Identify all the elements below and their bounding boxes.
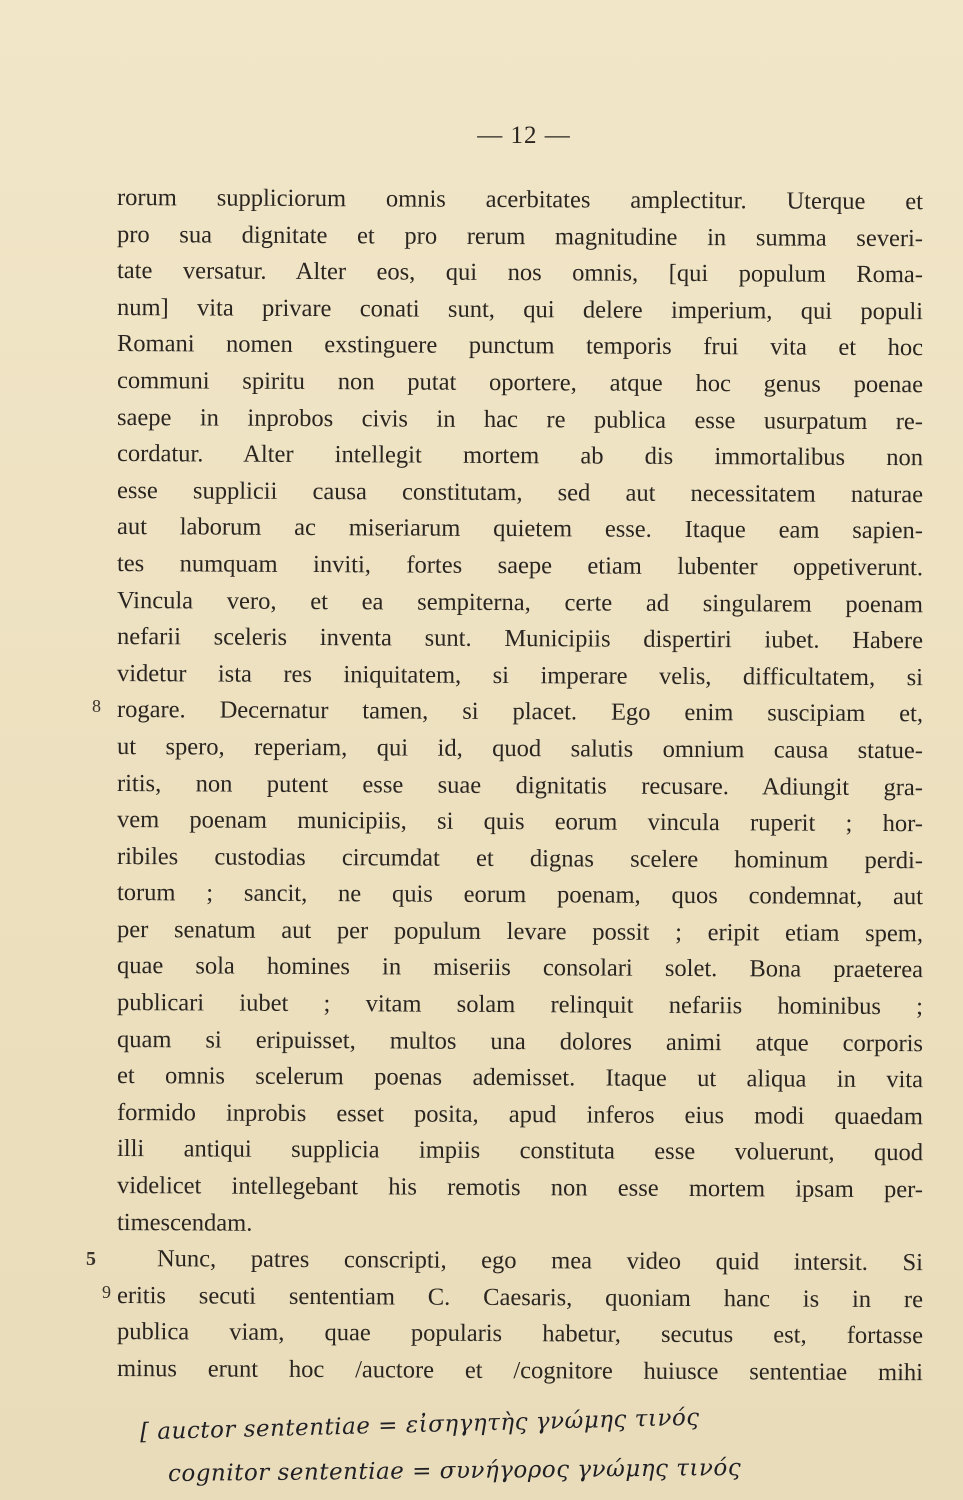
text-line: rorum suppliciorum omnis acerbitates amplectitur. Uterque et <box>116 184 924 216</box>
text-line: illi antiqui supplicia impiis constituta esse voluerunt, quod <box>116 1135 924 1167</box>
text-line: publica viam, quae popularis habetur, secutus est, fortasse <box>116 1318 924 1350</box>
margin-mark-8: 8 <box>92 696 101 716</box>
margin-section-number: 5 <box>86 1248 96 1270</box>
text-line: Vincula vero, et ea sempiterna, certe ad singularem poenam <box>116 586 924 618</box>
text-line: timescendam. <box>116 1208 253 1237</box>
text-line: per senatum aut per populum levare possit ; eripit etiam spem, <box>116 915 924 948</box>
text-line: et omnis scelerum poenas ademisset. Itaque ut aliqua in vita <box>116 1062 924 1094</box>
text-line: quae sola homines in miseriis consolari solet. Bona praeterea <box>116 952 924 984</box>
text-line: nefarii sceleris inventa sunt. Municipiis dispertiri iubet. Habere <box>116 623 924 655</box>
text-line: Romani nomen exstinguere punctum temporis frui vita et hoc <box>116 330 924 362</box>
text-line: communi spiritu non putat oportere, atque hoc genus poenae <box>116 366 924 399</box>
text-line: rogare. Decernatur tamen, si placet. Ego enim suscipiam et, <box>116 696 924 728</box>
text-line: num] vita privare conati sunt, qui delere imperium, qui populi <box>116 293 924 326</box>
body-text <box>117 180 923 1388</box>
text-line: ut spero, reperiam, qui id, quod salutis omnium causa statue- <box>116 732 924 765</box>
text-line: ribiles custodias circumdat et dignas scelere hominum perdi- <box>116 842 924 874</box>
text-line: minus erunt hoc /auctore et /cognitore huiusce sententiae mihi <box>116 1355 924 1387</box>
margin-mark-9: 9 <box>102 1282 111 1302</box>
text-line: vem poenam municipiis, si quis eorum vincula ruperit ; hor- <box>116 806 924 838</box>
handwritten-note-line: cognitor sententiae = συνήγορος γνώμης τινός <box>167 1454 742 1488</box>
page-number: — 12 — <box>477 122 571 149</box>
text-line: esse supplicii causa constitutam, sed aut necessitatem naturae <box>116 476 924 508</box>
paragraph-start-line: Nunc, patres conscripti, ego mea video quid intersit. Si <box>156 1245 924 1277</box>
text-line: saepe in inprobos civis in hac re publica esse usurpatum re- <box>116 403 924 435</box>
text-line: ritis, non putent esse suae dignitatis recusare. Adiungit gra- <box>116 769 924 801</box>
text-line: torum ; sancit, ne quis eorum poenam, quos condemnat, aut <box>116 879 924 911</box>
text-line: tate versatur. Alter eos, qui nos omnis, [qui populum Roma- <box>116 257 924 289</box>
text-line: publicari iubet ; vitam solam relinquit nefariis hominibus ; <box>116 989 924 1021</box>
text-line: videtur ista res iniquitatem, si imperare velis, difficultatem, si <box>116 659 924 691</box>
text-line: formido inprobis esset posita, apud inferos eius modi quaedam <box>116 1098 924 1131</box>
text-line: cordatur. Alter intellegit mortem ab dis immortalibus non <box>116 440 924 472</box>
text-line: aut laborum ac miseriarum quietem esse. Itaque eam sapien- <box>116 513 924 545</box>
text-line: videlicet intellegebant his remotis non esse mortem ipsam per- <box>116 1172 924 1204</box>
text-line: quam si eripuisset, multos una dolores animi atque corporis <box>116 1025 924 1057</box>
text-line: tes numquam inviti, fortes saepe etiam lubenter oppetiverunt. <box>116 549 924 582</box>
text-line: pro sua dignitate et pro rerum magnitudine in summa severi- <box>116 220 924 252</box>
handwritten-note-line: [ auctor sententiae = εἰσηγητὴς γνώμης τινός <box>139 1404 700 1446</box>
text-line: eritis secuti sententiam C. Caesaris, quoniam hanc is in re <box>116 1281 924 1314</box>
